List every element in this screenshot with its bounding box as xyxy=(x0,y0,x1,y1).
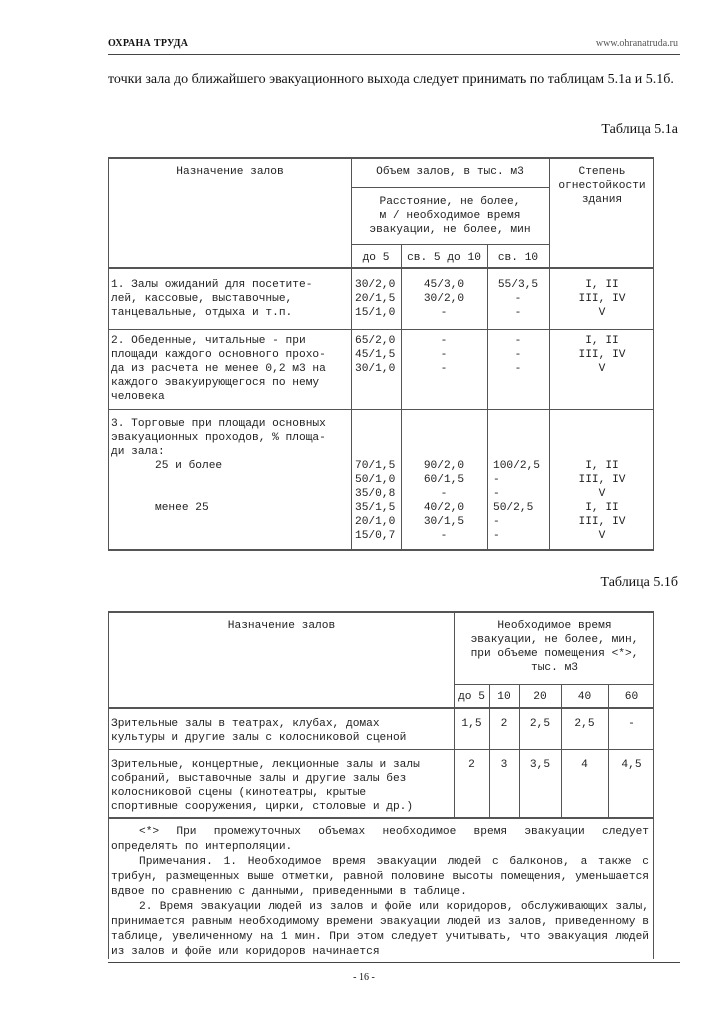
table-a-head-distance: Расстояние, не более, м / необходимое время эвакуации, не более, мин xyxy=(369,196,531,236)
table-a-row-purpose: 2. Обеденные, читальные - при площади каждого основного прохо- да из расчета не менее 0,2 м3 на каждого эвакуирующегося по нему человека xyxy=(111,335,326,403)
table-b-cell: 2 xyxy=(500,718,508,730)
table-b-sub-col: до 5 xyxy=(458,691,485,703)
table-a-row-subpurpose: менее 25 xyxy=(155,502,209,514)
table-a-caption: Таблица 5.1а xyxy=(601,122,678,137)
table-a-cell: 30/2,0 20/1,5 15/1,0 xyxy=(355,279,396,319)
table-b-cell: 1,5 xyxy=(461,718,482,730)
table-a-cell: - - - xyxy=(514,335,522,375)
table-b-head-time: Необходимое время эвакуации, не более, мин, при объеме помещения <*>, тыс. м3 xyxy=(470,620,639,674)
table-b-cell: 3,5 xyxy=(529,759,551,771)
table-b-cell: 3 xyxy=(500,759,508,771)
table-a-row-purpose: 1. Залы ожиданий для посетите- лей, кассовые, выставочные, танцевальные, отдыха и т.п. xyxy=(111,279,313,319)
table-b-cell: 2,5 xyxy=(574,718,595,730)
table-b-sub-col: 40 xyxy=(577,691,592,703)
table-a-sub-col: св. 5 до 10 xyxy=(407,252,481,264)
table-a-cell: 40/2,0 30/1,5 - xyxy=(423,502,465,542)
table-a-head-purpose: Назначение залов xyxy=(176,166,284,178)
table-b-cell: 2,5 xyxy=(529,718,551,730)
table-a-sub-col: до 5 xyxy=(362,252,390,264)
table-a-cell: 100/2,5 - - xyxy=(493,460,540,500)
table-a-row-subpurpose: 25 и более xyxy=(155,460,223,472)
table-b-sub-col: 10 xyxy=(497,691,511,703)
header-title: ОХРАНА ТРУДА xyxy=(108,38,189,49)
table-a-head-volume: Объем залов, в тыс. м3 xyxy=(376,166,524,178)
table-a-cell: 90/2,0 60/1,5 - xyxy=(423,460,465,500)
table-a-cell: - - - xyxy=(440,335,448,375)
table-a-cell: I, II III, IV V xyxy=(578,460,626,500)
table-a-cell: I, II III, IV V xyxy=(578,502,626,542)
table-b-cell: 4 xyxy=(581,759,588,771)
table-b-note: 2. Время эвакуации людей из залов и фойе или коридоров, обслуживающих залы, принимается равным необходимому времени эвакуации людей из залов, приведенному в таблице, увеличенному на 1 мин. При этом следует учитывать, что эвакуация людей из залов и фойе или коридоров начинается xyxy=(111,901,649,958)
table-a xyxy=(108,157,654,551)
table-b-sub-col: 20 xyxy=(533,691,547,703)
table-b-cell: 2 xyxy=(468,759,475,771)
table-b-note: <*> При промежуточных объемах необходимое время эвакуации следует определять по интерполяции. xyxy=(111,826,649,853)
table-a-cell: 65/2,0 45/1,5 30/1,0 xyxy=(355,335,396,375)
table-a-cell: I, II III, IV V xyxy=(578,279,626,319)
table-a-row-purpose: 3. Торговые при площади основных эвакуационных проходов, % площа- ди зала: xyxy=(111,418,326,458)
table-a-head-degree: Степень огнестойкости здания xyxy=(558,166,646,206)
footer-divider xyxy=(108,962,680,963)
table-a-cell: 55/3,5 - - xyxy=(497,279,539,319)
table-b-note: Примечания. 1. Необходимое время эвакуации людей с балконов, а также с трибун, размещенных выше отметки, равной половине высоты помещения, уменьшается вдвое по сравнению с данными, приведенными в таблице. xyxy=(111,856,649,898)
table-a-cell: 50/2,5 - - xyxy=(493,502,534,542)
page-number: - 16 - xyxy=(353,972,375,983)
table-a-cell: 70/1,5 50/1,0 35/0,8 xyxy=(355,460,396,500)
table-b-cell: 4,5 xyxy=(621,759,642,771)
header-link[interactable]: www.ohranatruda.ru xyxy=(595,38,678,49)
table-a-cell: I, II III, IV V xyxy=(578,335,626,375)
table-b-head-purpose: Назначение залов xyxy=(227,620,336,632)
table-b-row-purpose: Зрительные, концертные, лекционные залы и залы собраний, выставочные залы и другие залы без колосниковой сцены (кинотеатры, крытые спортивные сооружения, цирки, столовые и др.) xyxy=(111,759,420,813)
table-a-cell: 45/3,0 30/2,0 - xyxy=(423,279,465,319)
table-b-sub-col: 60 xyxy=(624,691,639,703)
table-b-caption: Таблица 5.1б xyxy=(600,575,678,590)
table-a-cell: 35/1,5 20/1,0 15/0,7 xyxy=(355,502,396,542)
table-a-sub-col: св. 10 xyxy=(497,252,539,264)
table-b-row-purpose: Зрительные залы в театрах, клубах, домах культуры и другие залы с колосниковой сценой xyxy=(111,718,407,744)
table-b-cell: - xyxy=(628,718,635,730)
table-b xyxy=(108,611,654,959)
intro-paragraph: точки зала до ближайшего эвакуационного выхода следует принимать по таблицам 5.1а и 5.1б. xyxy=(108,72,674,87)
header-divider xyxy=(108,54,680,55)
